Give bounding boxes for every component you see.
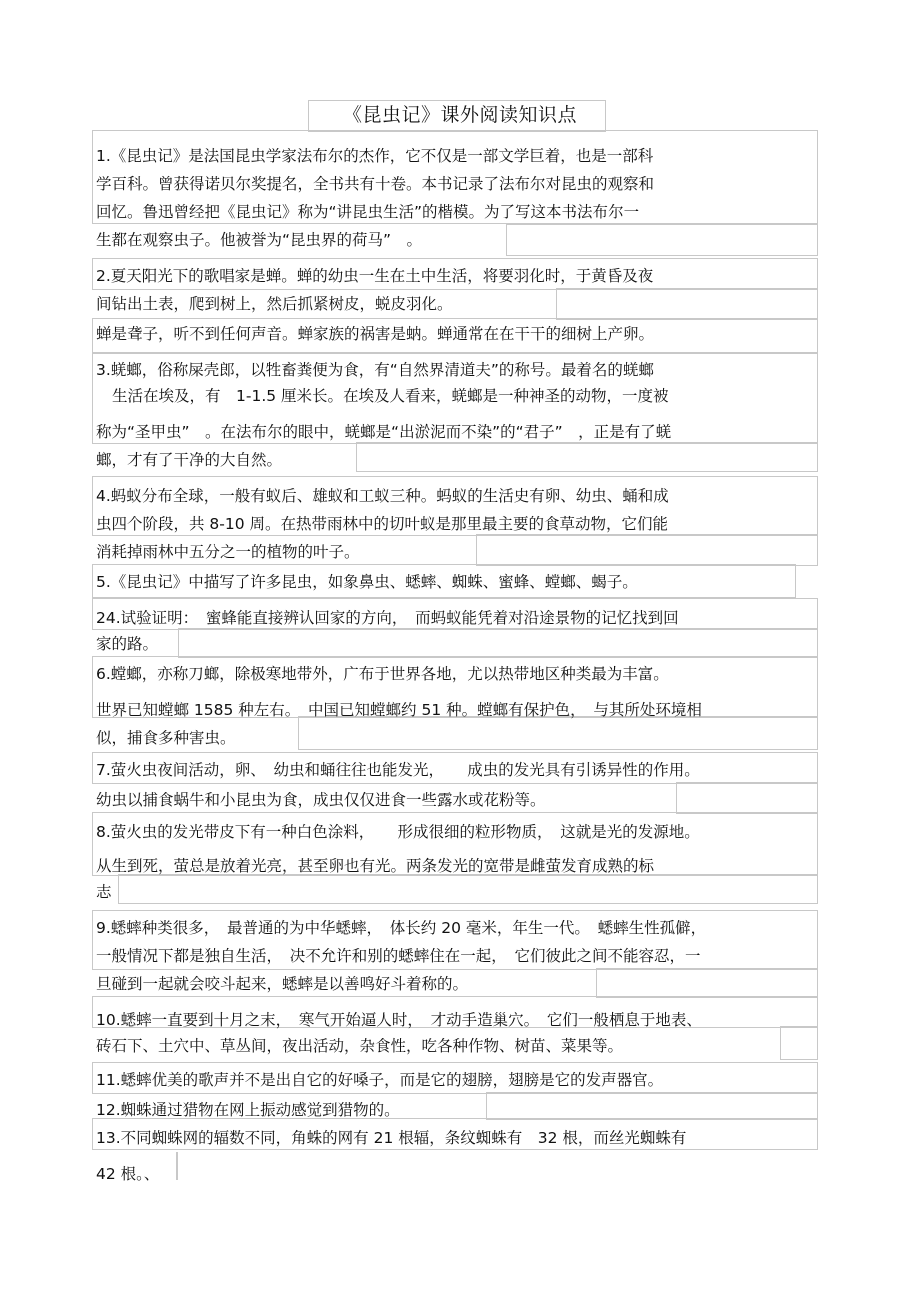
text-line: 从生到死，萤总是放着光亮，甚至卵也有光。两条发光的宽带是雌萤发育成熟的标 (96, 857, 655, 875)
text-line: 1.《昆虫记》是法国昆虫学家法布尔的杰作，它不仅是一部文学巨着，也是一部科 (96, 147, 654, 165)
text-line: 回忆。鲁迅曾经把《昆虫记》称为“讲昆虫生活”的楷模。为了写这本书法布尔一 (96, 203, 640, 221)
text-line: 生都在观察虫子。他被誉为“昆虫界的荷马” 。 (96, 231, 423, 249)
text-line: 志 (96, 883, 112, 901)
text-line: 虫四个阶段，共 8-10 周。在热带雨林中的切叶蚁是那里最主要的食草动物，它们能 (96, 515, 669, 533)
frame-box (298, 716, 818, 750)
frame-box (780, 1026, 818, 1060)
text-line: 称为“圣甲虫” 。在法布尔的眼中，蜣螂是“出淤泥而不染”的“君子” ，正是有了蜣 (96, 423, 672, 441)
text-line: 幼虫以捕食蜗牛和小昆虫为食，成虫仅仅进食一些露水或花粉等。 (96, 791, 546, 809)
frame-box (178, 628, 818, 658)
page-title: 《昆虫记》课外阅读知识点 (342, 104, 577, 126)
frame-box (506, 224, 818, 256)
frame-box (118, 874, 818, 904)
text-line: 42 根。、 (96, 1165, 160, 1183)
frame-box (176, 1152, 178, 1180)
text-line: 12.蜘蛛通过猎物在网上振动感觉到猎物的。 (96, 1101, 400, 1119)
text-line: 8.萤火虫的发光带皮下有一种白色涂料， 形成很细的粒形物质， 这就是光的发源地。 (96, 823, 700, 841)
text-line: 2.夏天阳光下的歌唱家是蝉。蝉的幼虫一生在土中生活，将要羽化时，于黄昏及夜 (96, 267, 654, 285)
text-line: 世界已知螳螂 1585 种左右。 中国已知螳螂约 51 种。螳螂有保护色， 与其所处环境相 (96, 701, 702, 719)
text-line: 一般情况下都是独自生活， 决不允许和别的蟋蟀住在一起， 它们彼此之间不能容忍，一 (96, 947, 701, 965)
frame-box (556, 288, 818, 320)
text-line: 砖石下、土穴中、草丛间，夜出活动，杂食性，吃各种作物、树苗、菜果等。 (96, 1037, 624, 1055)
text-line: 9.蟋蟀种类很多， 最普通的为中华蟋蟀， 体长约 20 毫米，年生一代。 蟋蟀生性孤僻， (96, 919, 707, 937)
text-line: 间钻出土表，爬到树上，然后抓紧树皮，蜕皮羽化。 (96, 295, 453, 313)
text-line: 生活在埃及，有 1-1.5 厘米长。在埃及人看来，蜣螂是一种神圣的动物，一度被 (112, 387, 669, 405)
text-line: 蝉是聋子，听不到任何声音。蝉家族的祸害是蚋。蝉通常在在干干的细树上产卵。 (96, 325, 655, 343)
frame-box (356, 442, 818, 472)
text-line: 6.螳螂，亦称刀螂，除极寒地带外，广布于世界各地，尤以热带地区种类最为丰富。 (96, 665, 669, 683)
text-line: 24.试验证明： 蜜蜂能直接辨认回家的方向， 而蚂蚁能凭着对沿途景物的记忆找到回 (96, 609, 679, 627)
frame-box (476, 534, 818, 566)
text-line: 5.《昆虫记》中描写了许多昆虫，如象鼻虫、蟋蟀、蜘蛛、蜜蜂、螳螂、蝎子。 (96, 573, 638, 591)
text-line: 3.蜣螂，俗称屎壳郎，以牲畜粪便为食，有“自然界清道夫”的称号。最着名的蜣螂 (96, 361, 654, 379)
text-line: 11.蟋蟀优美的歌声并不是出自它的好嗓子，而是它的翅膀，翅膀是它的发声器官。 (96, 1071, 664, 1089)
text-line: 似，捕食多种害虫。 (96, 729, 236, 747)
text-line: 4.蚂蚁分布全球，一般有蚁后、雄蚁和工蚁三种。蚂蚁的生活史有卵、幼虫、蛹和成 (96, 487, 669, 505)
frame-box (676, 782, 818, 814)
text-line: 螂，才有了干净的大自然。 (96, 451, 283, 469)
text-line: 旦碰到一起就会咬斗起来，蟋蟀是以善鸣好斗着称的。 (96, 975, 469, 993)
frame-box (596, 968, 818, 998)
text-line: 家的路。 (96, 635, 159, 653)
frame-box (486, 1092, 818, 1120)
text-line: 消耗掉雨林中五分之一的植物的叶子。 (96, 543, 360, 561)
text-line: 学百科。曾获得诺贝尔奖提名，全书共有十卷。本书记录了法布尔对昆虫的观察和 (96, 175, 655, 193)
text-line: 7.萤火虫夜间活动，卵、 幼虫和蛹往往也能发光， 成虫的发光具有引诱异性的作用。 (96, 761, 700, 779)
text-line: 10.蟋蟀一直要到十月之末， 寒气开始逼人时， 才动手造巢穴。 它们一般栖息于地表、 (96, 1011, 702, 1029)
text-line: 13.不同蜘蛛网的辐数不同，角蛛的网有 21 根辐，条纹蜘蛛有 32 根，而丝光蜘蛛有 (96, 1129, 687, 1147)
